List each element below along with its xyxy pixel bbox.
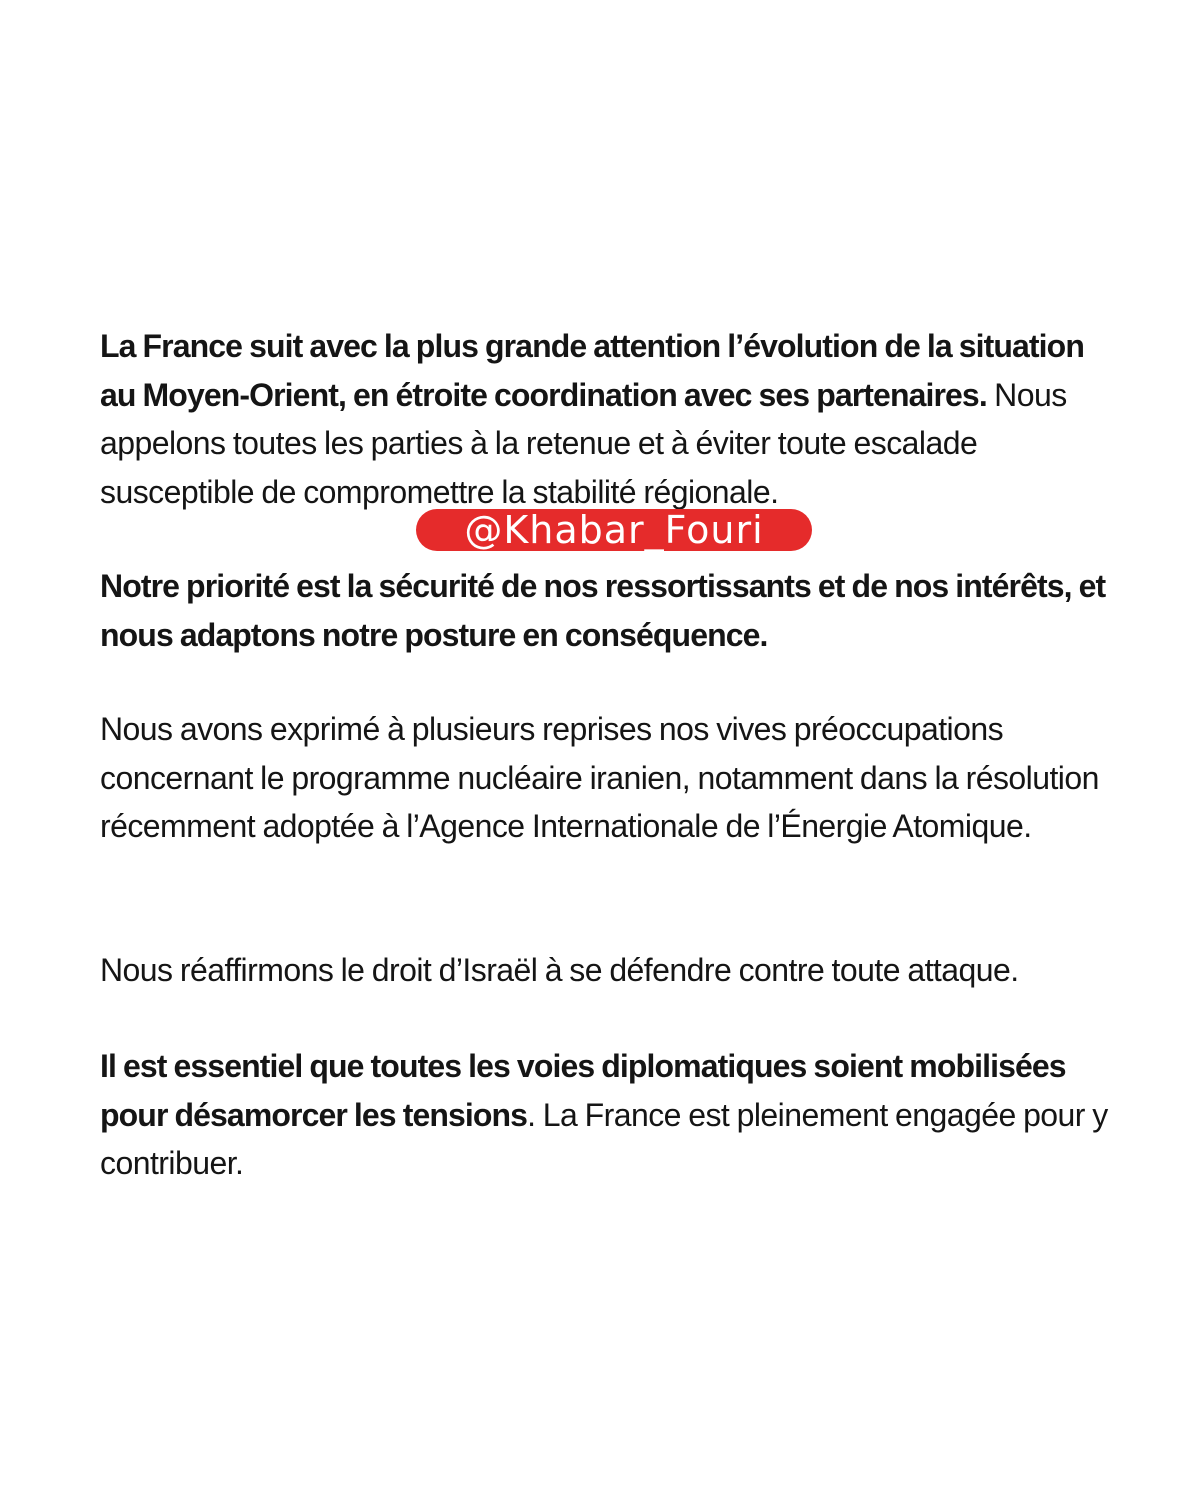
watermark-badge	[416, 509, 812, 551]
paragraph-2-bold: Notre priorité est la sécurité de nos ressortissants et de nos intérêts, et nous adaptons notre posture en conséquence.	[100, 568, 1106, 653]
paragraph-2	[100, 562, 1110, 659]
paragraph-4-regular: Nous réaffirmons le droit d’Israël à se défendre contre toute attaque.	[100, 952, 1019, 988]
paragraph-3-block	[100, 705, 1110, 851]
paragraph-4	[100, 946, 1110, 995]
paragraph-1	[100, 322, 1110, 516]
paragraph-3-regular: Nous avons exprimé à plusieurs reprises nos vives préoccupations concernant le programme nucléaire iranien, notamment dans la résolution récemment adoptée à l’Agence Internationale de l’Énergie Atomique.	[100, 711, 1099, 844]
paragraph-4-block	[100, 946, 1110, 995]
paragraph-3	[100, 705, 1110, 851]
statement-text	[100, 322, 1110, 516]
paragraph-5-block	[100, 1042, 1110, 1188]
paragraph-2-block	[100, 562, 1110, 659]
paragraph-5-regular: . La France est pleinement engagée pour y contribuer.	[100, 1096, 1108, 1181]
paragraph-5	[100, 1042, 1110, 1188]
paragraph-5-bold: Il est essentiel que toutes les voies diplomatiques soient mobilisées pour désamorcer les tensions	[100, 1048, 1066, 1133]
paragraph-1-bold: La France suit avec la plus grande attention l’évolution de la situation au Moyen-Orient, en étroite coordination avec ses partenaires.	[100, 328, 1084, 413]
paragraph-1-regular: Nous appelons toutes les parties à la retenue et à éviter toute escalade susceptible de compromettre la stabilité régionale.	[100, 376, 1067, 510]
watermark-text: @Khabar_Fouri	[464, 508, 764, 552]
